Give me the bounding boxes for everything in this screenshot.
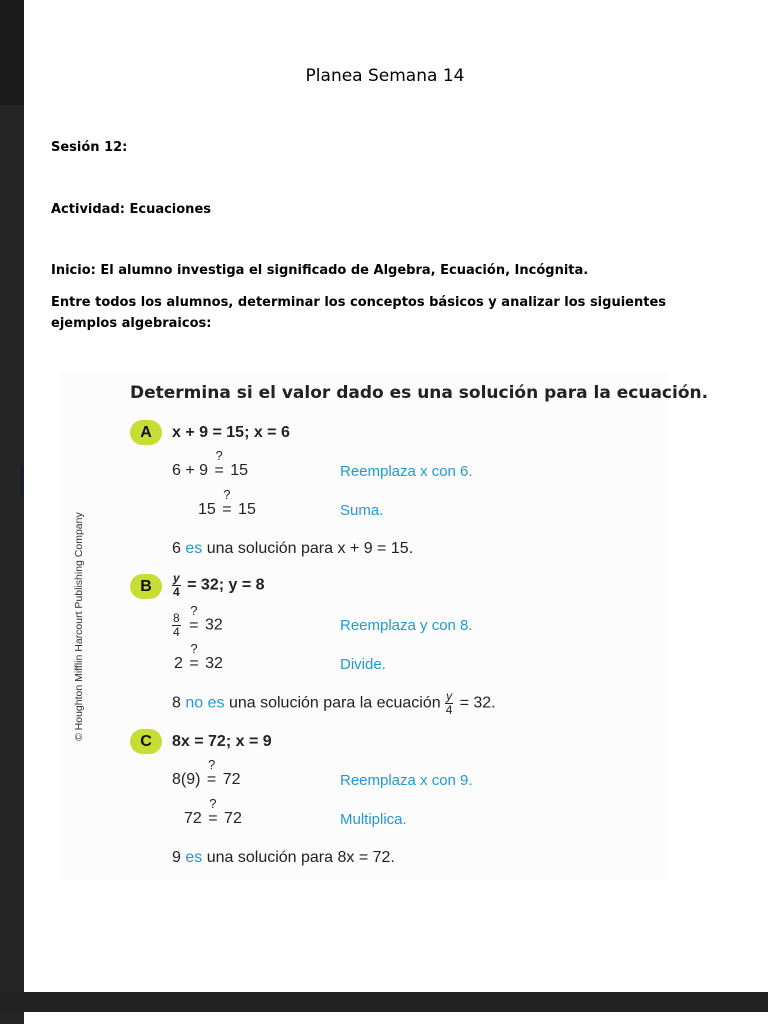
document-page bbox=[24, 0, 768, 992]
inicio-text: Inicio: El alumno investiga el significado de Algebra, Ecuación, Incógnita. bbox=[51, 263, 589, 278]
note-c2: Multiplica. bbox=[340, 811, 407, 828]
problem-c: 8x = 72; x = 9 bbox=[172, 733, 272, 750]
figure-title: Determina si el valor dado es una solución para la ecuación. bbox=[130, 383, 709, 403]
session-label: Sesión 12: bbox=[51, 140, 128, 155]
activity-label: Actividad: Ecuaciones bbox=[51, 202, 211, 217]
instruction-text: Entre todos los alumnos, determinar los conceptos básicos y analizar los siguientes ejemplos algebraicos: bbox=[51, 295, 666, 331]
step-a2: 15 ? = 15 bbox=[198, 487, 256, 518]
note-a2: Suma. bbox=[340, 502, 384, 519]
page-title: Planea Semana 14 bbox=[305, 66, 465, 86]
step-a1: 6 + 9 ? = 15 bbox=[172, 448, 249, 479]
step-b2: 2 ? = 32 bbox=[174, 641, 223, 672]
viewer-bottom-bar bbox=[0, 992, 768, 1012]
note-b2: Divide. bbox=[340, 656, 386, 673]
step-c2: 72 ? = 72 bbox=[184, 796, 242, 827]
step-b1: $\frac{8}{4}$ ? = 32 bbox=[173, 602, 223, 639]
note-c1: Reemplaza x con 9. bbox=[340, 772, 473, 789]
badge-b: B bbox=[130, 574, 162, 599]
viewer-left-edge bbox=[0, 0, 24, 105]
step-c1: 8(9) ? = 72 bbox=[172, 757, 241, 788]
next-page-edge bbox=[24, 1012, 768, 1024]
note-a1: Reemplaza x con 6. bbox=[340, 463, 473, 480]
note-b1: Reemplaza y con 8. bbox=[340, 617, 473, 634]
conclusion-c: 9 es una solución para 8x = 72. bbox=[172, 849, 395, 866]
publisher-credit: © Houghton Mifflin Harcourt Publishing Company bbox=[73, 512, 85, 741]
conclusion-b: 8 no es una solución para la ecuación $\frac{y}{4}$ = 32. bbox=[172, 689, 496, 717]
problem-b: $\frac{y}{4}$ = 32; y = 8 bbox=[173, 571, 265, 599]
algebra-examples-figure bbox=[58, 372, 709, 880]
problem-a: x + 9 = 15; x = 6 bbox=[172, 424, 290, 441]
conclusion-a: 6 es una solución para x + 9 = 15. bbox=[172, 540, 414, 557]
badge-c: C bbox=[130, 729, 162, 754]
badge-a: A bbox=[130, 420, 162, 445]
